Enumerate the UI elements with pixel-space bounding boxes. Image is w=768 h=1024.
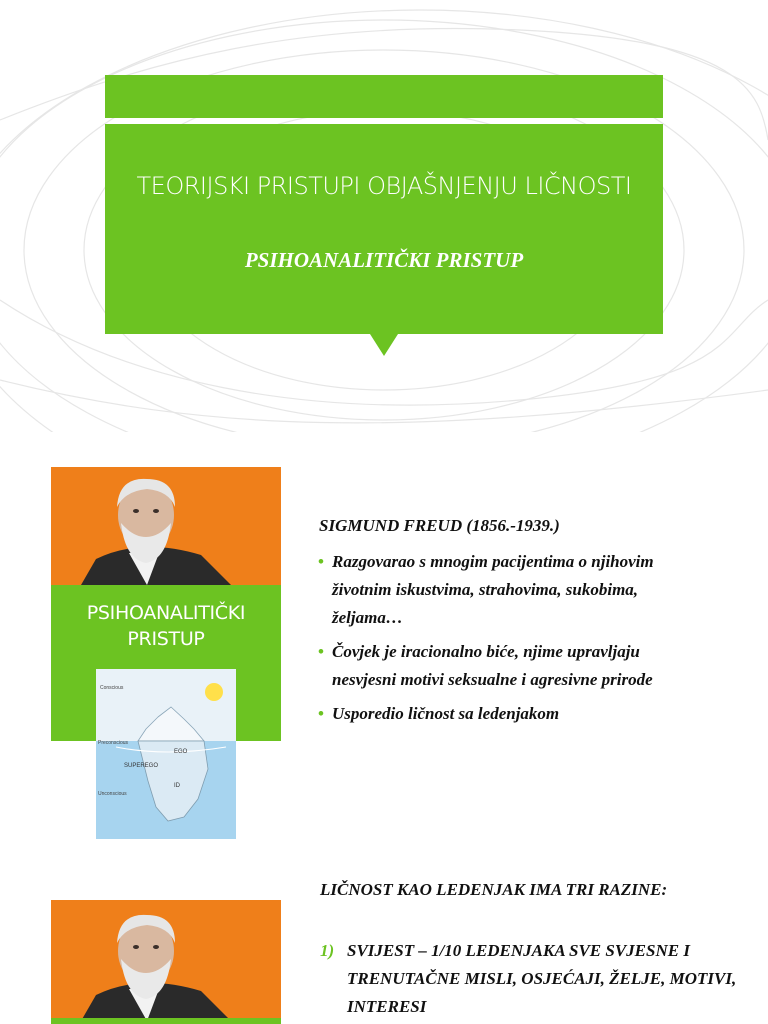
levels-heading: LIČNOST KAO LEDENJAK IMA TRI RAZINE:	[320, 880, 668, 899]
panel-title: PSIHOANALITIČKI PRISTUP	[86, 602, 246, 650]
portrait-illustration	[51, 467, 281, 585]
freud-portrait	[51, 900, 281, 1024]
bullet-list	[318, 548, 698, 734]
iceberg-label-ego: EGO	[174, 749, 188, 755]
iceberg-label-id: ID	[174, 783, 180, 789]
slide-subtitle: PSIHOANALITIČKI PRISTUP	[244, 248, 524, 272]
level-number: 1)	[320, 941, 335, 960]
slide-title: TEORIJSKI PRISTUPI OBJAŠNJENJU LIČNOSTI	[136, 172, 632, 200]
level-item	[320, 937, 740, 1021]
iceberg-levels-slide	[0, 864, 768, 1024]
iceberg-diagram	[96, 669, 236, 839]
top-accent-bar	[105, 75, 663, 118]
iceberg-label-preconscious: Preconscious	[98, 740, 129, 746]
level-text: SVIJEST – 1/10 LEDENJAKA SVE SVJESNE I TRENUTAČNE MISLI, OSJEĆAJI, ŽELJE, MOTIVI, INTERESI	[347, 941, 737, 1016]
freud-portrait	[51, 467, 281, 585]
freud-slide	[0, 432, 768, 864]
title-box-pointer	[370, 334, 398, 356]
freud-heading: SIGMUND FREUD (1856.-1939.)	[319, 516, 560, 535]
sun-icon	[205, 683, 223, 701]
bullet-item: • Usporedio ličnost sa ledenjakom	[318, 700, 698, 728]
bullet-item: • Razgovarao s mnogim pacijentima o njihovim životnim iskustvima, strahovima, sukobima, željama…	[318, 548, 698, 632]
iceberg-label-conscious: Conscious	[100, 685, 124, 691]
title-box	[105, 124, 663, 334]
portrait-illustration	[51, 900, 281, 1024]
iceberg-label-unconscious: Unconscious	[98, 791, 127, 797]
title-panel-edge	[51, 1018, 281, 1024]
iceberg-label-superego: SUPEREGO	[124, 763, 159, 769]
bullet-item: • Čovjek je iracionalno biće, njime upravljaju nesvjesni motivi seksualne i agresivne prirode	[318, 638, 698, 694]
title-slide	[0, 0, 768, 432]
